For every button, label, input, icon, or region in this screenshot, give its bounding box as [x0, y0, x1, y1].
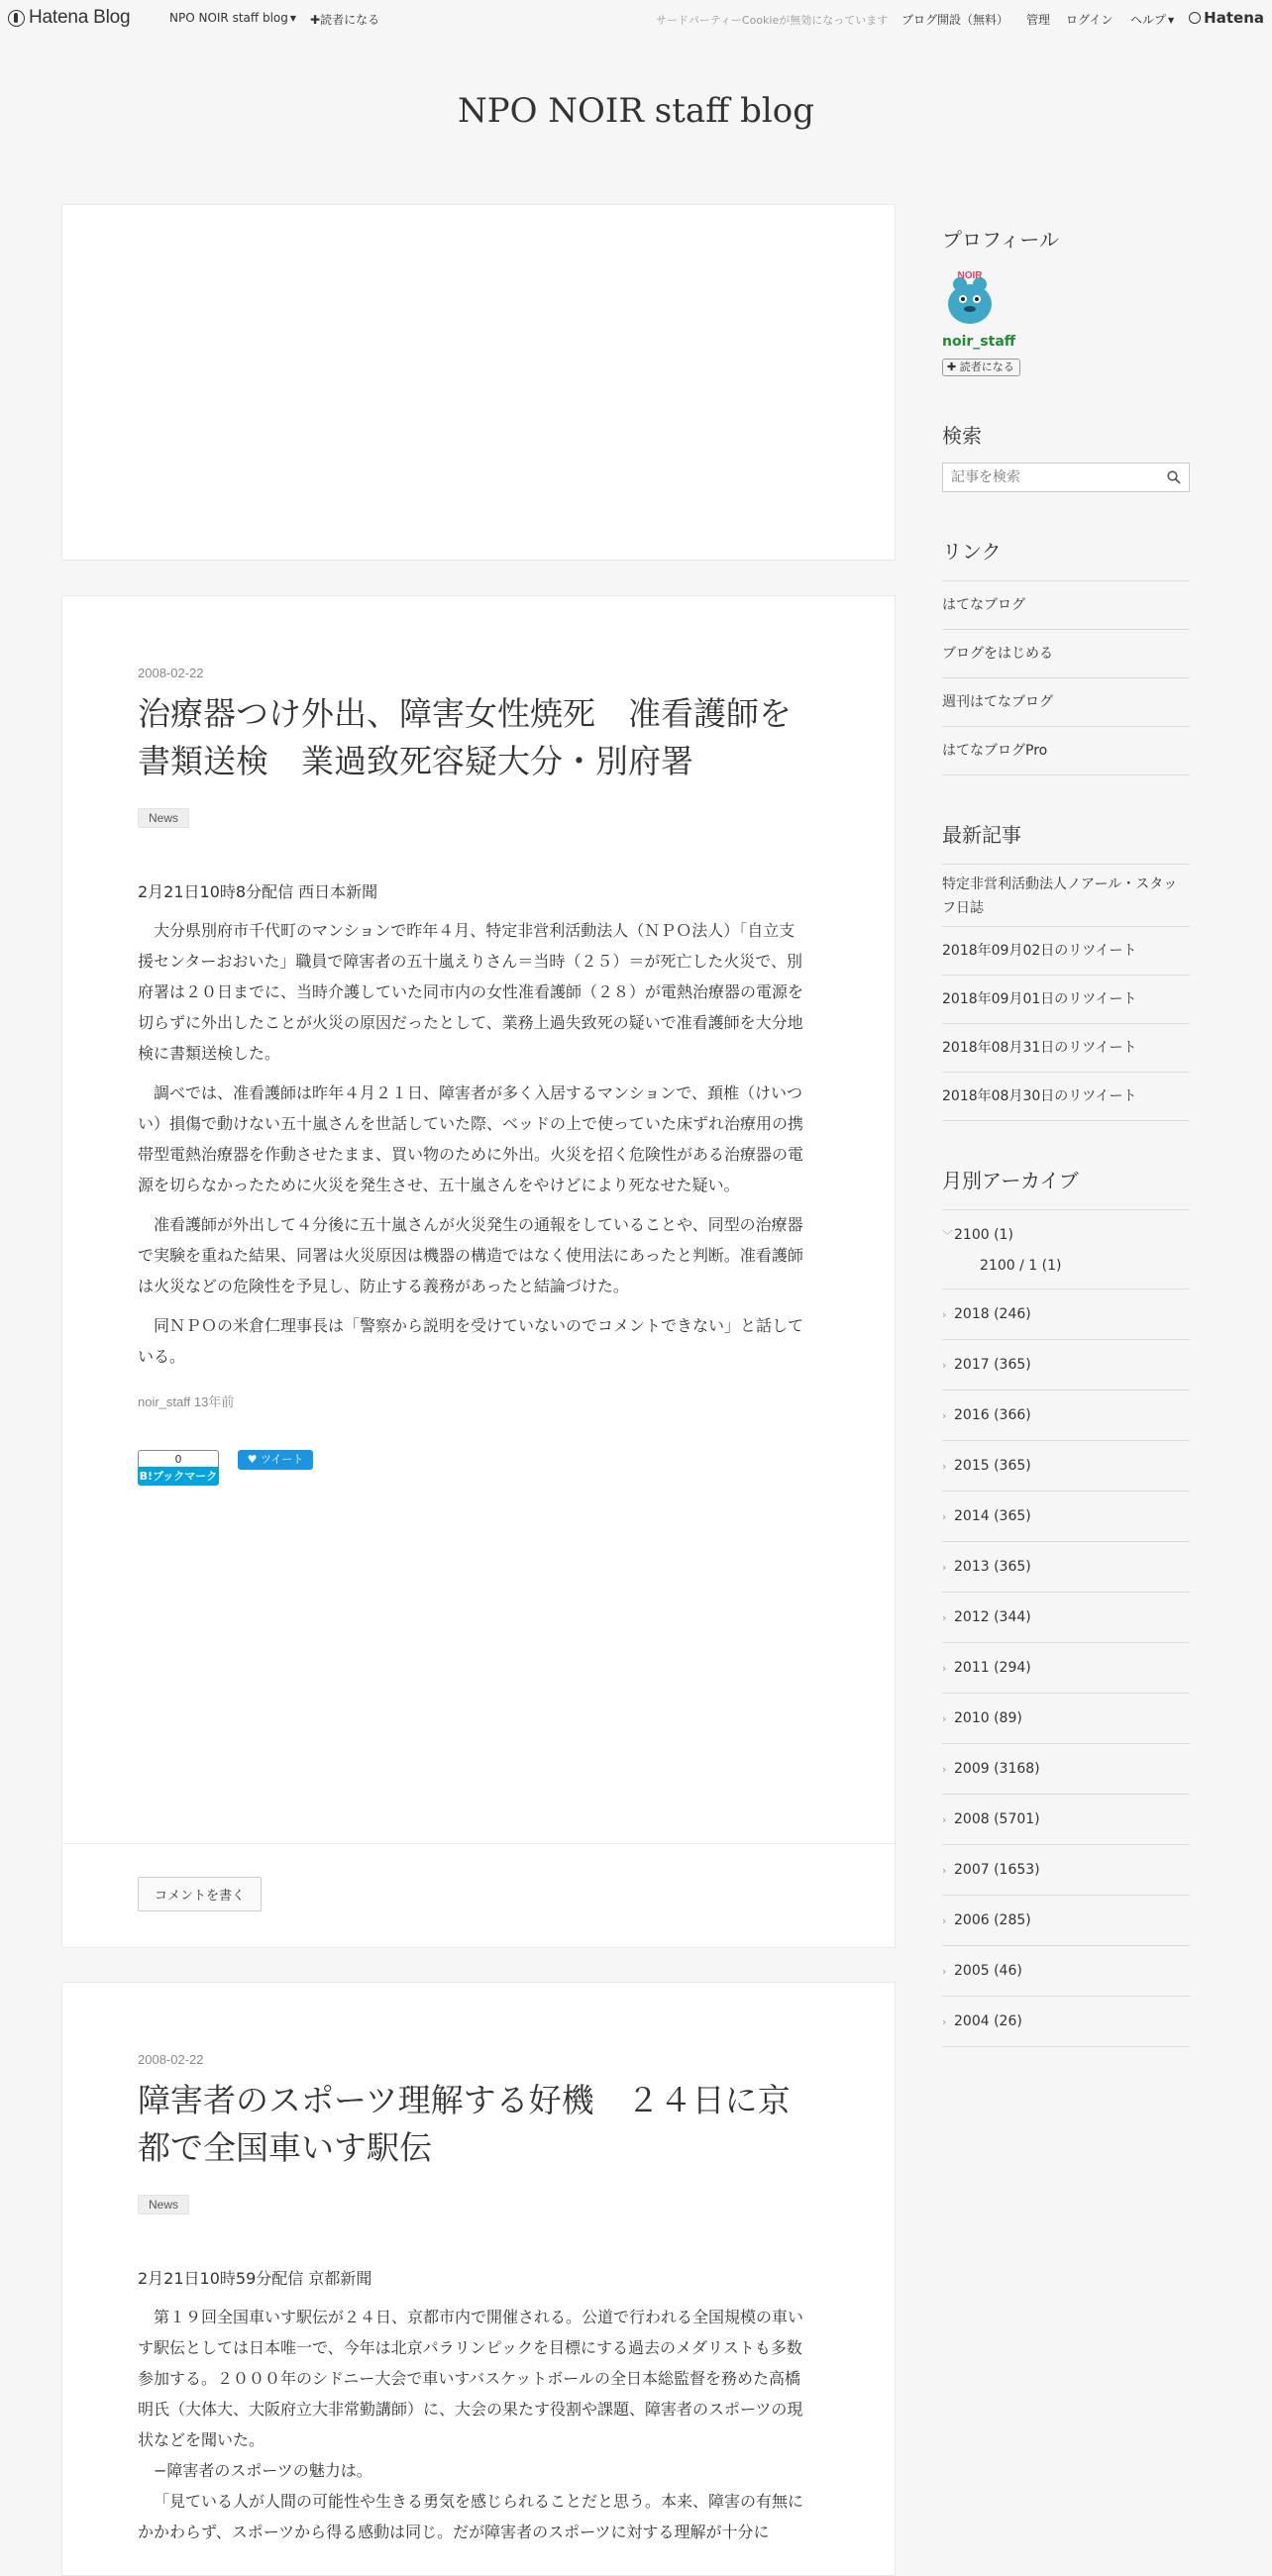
entry-date[interactable]: 2008-02-22: [138, 666, 204, 680]
entry-article: [61, 595, 896, 1948]
archive-year-label: 2010 (89): [954, 1710, 1022, 1726]
recent-entry-link[interactable]: 特定非営利活動法人ノアール・スタッフ日誌: [942, 865, 1190, 927]
archive-year-label: 2013 (365): [954, 1559, 1031, 1575]
archive-year-label: 2018 (246): [954, 1306, 1031, 1322]
chevron-right-icon: ›: [942, 1965, 947, 1978]
archive-month-link[interactable]: 2100 / 1 (1): [980, 1258, 1062, 1274]
chevron-right-icon: ›: [942, 1561, 947, 1574]
chevron-right-icon: ›: [942, 1864, 947, 1877]
recent-entry-link[interactable]: 2018年09月01日のリツイート: [942, 976, 1190, 1024]
archive-year-item[interactable]: [942, 1694, 1190, 1744]
archive-year-item[interactable]: [942, 1593, 1190, 1643]
archive-year-label: 2008 (5701): [954, 1811, 1040, 1827]
cookie-notice: サードパーティーCookieが無効になっています: [656, 14, 889, 27]
entry-footer[interactable]: noir_staff 13年前: [138, 1394, 235, 1409]
link-item[interactable]: ブログをはじめる: [942, 630, 1190, 678]
help-label: ヘルプ: [1130, 13, 1167, 27]
recent-title: 最新記事: [942, 823, 1021, 847]
recent-entry-link[interactable]: 2018年08月31日のリツイート: [942, 1024, 1190, 1073]
archive-year-item[interactable]: [942, 1492, 1190, 1542]
ad-area: [61, 204, 896, 561]
entry-paragraph: 大分県別府市千代町のマンションで昨年４月、特定非営利活動法人（ＮＰＯ法人）「自立支援センターおおいた」職員で障害者の五十嵐えりさん＝当時（２５）＝が死亡した火災で、別府署は２０日までに、当時介護していた同市内の女性准看護師（２８）が電熱治療器の電源を切らずに外出したことが火災の原因だったとして、業務上過失致死の疑いで准看護師を大分地検に書類送検した。: [138, 921, 804, 1063]
entry-lead: 2月21日10時8分配信 西日本新聞: [138, 882, 378, 901]
hatena-label: Hatena: [1204, 9, 1264, 27]
links-title: リンク: [942, 540, 1002, 564]
archive-year-label: 2007 (1653): [954, 1862, 1040, 1878]
archive-year-label: 2006 (285): [954, 1912, 1031, 1928]
archive-year-item[interactable]: [942, 1946, 1190, 1997]
search-icon[interactable]: [1167, 469, 1181, 488]
recent-entry-link[interactable]: 2018年09月02日のリツイート: [942, 927, 1190, 976]
tweet-button[interactable]: [238, 1450, 313, 1470]
avatar-text: NOIR: [957, 270, 983, 281]
comment-bar: [62, 1843, 895, 1949]
twitter-bird-icon: ♥: [247, 1453, 258, 1466]
link-item[interactable]: はてなブログ: [942, 581, 1190, 630]
hatena-bookmark-count[interactable]: 0: [138, 1450, 219, 1468]
category-tag[interactable]: News: [138, 2195, 189, 2215]
chevron-right-icon: ›: [942, 1611, 947, 1624]
search-title: 検索: [942, 424, 982, 448]
archive-year-label: 2014 (365): [954, 1508, 1031, 1524]
help-dropdown[interactable]: [1130, 11, 1174, 28]
archive-year-item[interactable]: [942, 1340, 1190, 1391]
hatena-bookmark-button[interactable]: B!ブックマーク: [138, 1467, 219, 1486]
archive-year-open[interactable]: [942, 1210, 1190, 1289]
chevron-right-icon: ›: [942, 2015, 947, 2028]
caret-down-icon: ▼: [289, 14, 297, 23]
chevron-right-icon: ›: [942, 1409, 947, 1422]
sidebar: [942, 204, 1190, 2047]
archive-year-label: 2017 (365): [954, 1357, 1031, 1373]
archive-year-label: 2009 (3168): [954, 1761, 1040, 1777]
tweet-label: ツイート: [260, 1453, 304, 1466]
entry-paragraph: 同ＮＰＯの米倉仁理事長は「警察から説明を受けていないのでコメントできない」と話している。: [138, 1316, 804, 1366]
chevron-right-icon: ›: [942, 1813, 947, 1826]
category-tag[interactable]: News: [138, 808, 189, 828]
archive-year-item[interactable]: [942, 1542, 1190, 1593]
archive-year-item[interactable]: [942, 1997, 1190, 2047]
follow-label: 読者になる: [959, 361, 1014, 373]
global-header: [0, 0, 1272, 36]
link-item[interactable]: 週刊はてなブログ: [942, 678, 1190, 727]
subscribe-link[interactable]: [310, 11, 379, 28]
entry-paragraph: 准看護師が外出して４分後に五十嵐さんが火災発生の通報をしていることや、同型の治療器で実験を重ねた結果、同署は火災原因は機器の構造ではなく使用法にあったと判断。准看護師は火災などの危険性を予見し、防止する義務があったと結論づけた。: [138, 1215, 803, 1295]
entry-title[interactable]: 治療器つけ外出、障害女性焼死 准看護師を書類送検 業過致死容疑大分・別府署: [138, 694, 792, 780]
profile-module: [942, 204, 1190, 376]
chevron-right-icon: ›: [942, 1510, 947, 1523]
chevron-down-icon: ﹀: [942, 1229, 953, 1242]
chevron-right-icon: ›: [942, 1763, 947, 1776]
entry-paragraph: −障害者のスポーツの魅力は。: [154, 2461, 372, 2480]
blog-menu-label: NPO NOIR staff blog: [169, 11, 288, 25]
hatena-blog-logo[interactable]: [8, 7, 130, 29]
archive-year-label: 2011 (294): [954, 1660, 1031, 1676]
search-input[interactable]: [943, 464, 1157, 491]
archive-year-label: 2016 (366): [954, 1407, 1031, 1423]
subscribe-label: 読者になる: [320, 13, 380, 27]
archive-year-label: 2012 (344): [954, 1609, 1031, 1625]
search-module: [942, 420, 1190, 492]
archive-year-item[interactable]: [942, 1795, 1190, 1845]
hatena-logo-icon: [1189, 12, 1201, 24]
entry-paragraph: 調べでは、准看護師は昨年４月２１日、障害者が多く入居するマンションで、頚椎（けいつい）損傷で動けない五十嵐さんを世話していた際、ベッドの上で使っていた床ずれ治療用の携帯型電熱治療器を作動させたまま、買い物のために外出。火災を招く危険性がある治療器の電源を切らなかったために火災を発生させ、五十嵐さんをやけどにより死なせた疑い。: [138, 1083, 804, 1194]
plus-icon: ✚: [947, 361, 957, 373]
hatena-blog-logo-icon: [8, 10, 25, 27]
archive-year-item[interactable]: [942, 1744, 1190, 1795]
archive-year-item[interactable]: [942, 1289, 1190, 1340]
archive-module: [942, 1165, 1190, 2047]
entry-paragraph: 「見ている人が人間の可能性や生きる勇気を感じられることだと思う。本来、障害の有無にかかわらず、スポーツから得る感動は同じ。だが障害者のスポーツに対する理解が十分に: [138, 2492, 804, 2541]
entry-paragraph: 第１９回全国車いす駅伝が２４日、京都市内で開催される。公道で行われる全国規模の車いす駅伝としては日本唯一で、今年は北京パラリンピックを目標にする過去のメダリストも多数参加する。２０００年のシドニー大会で車いすバスケットボールの全日本総監督を務めた高橋明氏（大体大、大阪府立大非常勤講師）に、大会の果たす役割や課題、障害者のスポーツの現状などを聞いた。: [138, 2308, 804, 2449]
archive-year-item[interactable]: [942, 1391, 1190, 1441]
open-blog-link[interactable]: ブログ開設（無料）: [901, 13, 1009, 27]
recent-entries-module: [942, 819, 1190, 1121]
chevron-right-icon: ›: [942, 1308, 947, 1321]
plus-icon: ✚: [310, 13, 321, 27]
archive-year-label: 2004 (26): [954, 2013, 1022, 2029]
caret-down-icon: ▼: [1168, 16, 1175, 25]
write-comment-button[interactable]: コメントを書く: [138, 1877, 262, 1911]
admin-link[interactable]: 管理: [1026, 13, 1051, 27]
entry-date[interactable]: 2008-02-22: [138, 2052, 204, 2067]
archive-year-label: 2015 (365): [954, 1458, 1031, 1474]
hatena-logo[interactable]: [1189, 9, 1264, 27]
archive-year-item[interactable]: [942, 1845, 1190, 1896]
profile-title: プロフィール: [942, 228, 1059, 252]
recent-entry-link[interactable]: 2018年08月30日のリツイート: [942, 1073, 1190, 1121]
chevron-right-icon: ›: [942, 1914, 947, 1927]
archive-year-item[interactable]: [942, 1896, 1190, 1946]
follow-button[interactable]: [942, 359, 1020, 376]
share-buttons: [138, 1450, 810, 1497]
entry-article: [61, 1982, 896, 2576]
archive-year-label: 2100 (1): [954, 1227, 1013, 1243]
entry-title[interactable]: 障害者のスポーツ理解する好機 ２４日に京都で全国車いす駅伝: [138, 2081, 791, 2167]
blog-menu-dropdown[interactable]: [169, 11, 296, 25]
archive-year-item[interactable]: [942, 1441, 1190, 1492]
archive-title: 月別アーカイブ: [942, 1169, 1079, 1192]
archive-year-label: 2005 (46): [954, 1963, 1022, 1979]
blog-title[interactable]: NPO NOIR staff blog: [458, 91, 814, 131]
profile-avatar[interactable]: [942, 266, 998, 328]
chevron-right-icon: ›: [942, 1460, 947, 1473]
chevron-right-icon: ›: [942, 1712, 947, 1725]
entry-lead: 2月21日10時59分配信 京都新聞: [138, 2269, 372, 2288]
login-link[interactable]: ログイン: [1066, 13, 1113, 27]
profile-username[interactable]: noir_staff: [942, 334, 1016, 350]
search-form: [942, 463, 1190, 492]
logo-text: Hatena Blog: [29, 7, 131, 28]
chevron-right-icon: ›: [942, 1359, 947, 1372]
links-module: [942, 536, 1190, 775]
chevron-right-icon: ›: [942, 1662, 947, 1675]
archive-year-item[interactable]: [942, 1643, 1190, 1694]
link-item[interactable]: はてなブログPro: [942, 727, 1190, 775]
